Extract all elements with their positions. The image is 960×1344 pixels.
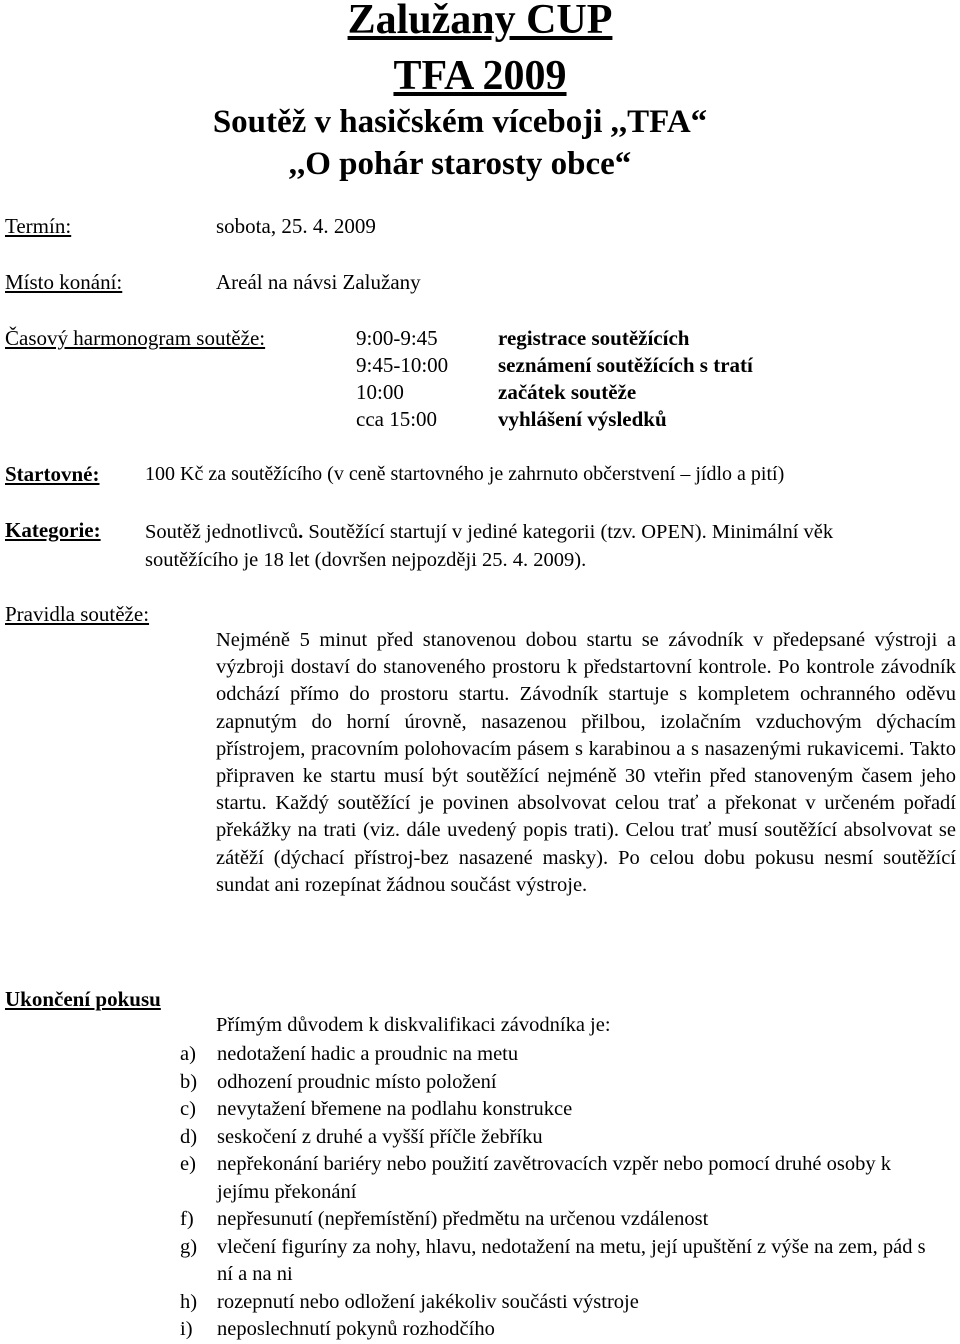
list-marker: c)	[180, 1098, 196, 1120]
list-item	[180, 1124, 940, 1152]
startovne-label: Startovné:	[5, 462, 100, 486]
harmonogram-time: cca 15:00	[356, 407, 438, 431]
list-item-text: nepřesunutí (nepřemístění) předmětu na určenou vzdálenost	[217, 1208, 709, 1230]
misto-label: Místo konání:	[5, 270, 123, 294]
title-line-2: TFA 2009	[393, 53, 567, 99]
list-item-text: nedotažení hadic a proudnic na metu	[217, 1043, 519, 1065]
list-item	[180, 1316, 940, 1344]
list-marker: d)	[180, 1125, 198, 1148]
termin-value: sobota, 25. 4. 2009	[216, 214, 376, 238]
harmonogram-event: vyhlášení výsledků	[498, 407, 667, 431]
kategorie-label: Kategorie:	[5, 518, 101, 542]
harmonogram-time: 9:00-9:45	[356, 326, 438, 350]
harmonogram-time: 10:00	[356, 380, 404, 404]
startovne-value: 100 Kč za soutěžícího (v ceně startovného je zahrnuto občerstvení – jídlo a pití)	[145, 463, 785, 485]
disqualification-list	[180, 1041, 940, 1344]
list-item-text: odhození proudnic místo položení	[217, 1070, 497, 1093]
list-marker: g)	[180, 1235, 198, 1258]
harmonogram-label: Časový harmonogram soutěže:	[5, 326, 266, 350]
list-marker: i)	[180, 1318, 193, 1340]
title-line-4: ,,O pohár starosty obce“	[288, 146, 632, 182]
list-item-text: seskočení z druhé a vyšší příčle žebříku	[217, 1125, 543, 1148]
list-item-text: neposlechnutí pokynů rozhodčího	[217, 1318, 495, 1340]
title-line-1: Zalužany CUP	[347, 0, 613, 43]
list-item-text: vlečení figuríny za nohy, hlavu, nedotažení na metu, její upuštění z výše na zem, pád s ní a na ni	[217, 1235, 926, 1285]
kategorie-text-1: Soutěž jednotlivců	[145, 521, 299, 543]
list-item-text: rozepnutí nebo odložení jakékoliv součásti výstroje	[217, 1290, 639, 1313]
list-item	[180, 1096, 940, 1124]
kategorie-value	[145, 518, 925, 574]
list-marker: f)	[180, 1208, 194, 1230]
ukonceni-label: Ukončení pokusu	[5, 987, 161, 1011]
list-item	[180, 1069, 940, 1097]
list-marker: h)	[180, 1290, 198, 1313]
list-item	[180, 1206, 940, 1234]
title-line-3: Soutěž v hasičském víceboji ,,TFA“	[212, 104, 708, 140]
termin-label: Termín:	[5, 214, 72, 238]
list-marker: e)	[180, 1153, 196, 1175]
harmonogram-event: registrace soutěžících	[498, 326, 690, 350]
pravidla-label: Pravidla soutěže:	[5, 602, 150, 626]
list-item	[180, 1289, 940, 1317]
list-item-text: nevytažení břemene na podlahu konstrukce	[217, 1098, 573, 1120]
list-marker: a)	[180, 1043, 196, 1065]
harmonogram-event: seznámení soutěžících s tratí	[498, 353, 753, 377]
kategorie-text-dot: .	[298, 521, 304, 543]
ukonceni-intro: Přímým důvodem k diskvalifikaci závodníka je:	[216, 1014, 611, 1036]
list-marker: b)	[180, 1070, 198, 1093]
list-item-text: nepřekonání bariéry nebo použití zavětrovacích vzpěr nebo pomocí druhé osoby k jejímu překonání	[217, 1153, 891, 1203]
list-item	[180, 1234, 942, 1289]
kategorie-text-2: Soutěžící startují v jediné kategorii (tzv. OPEN). Minimální věk soutěžícího je 18 let (dovršen nejpozději 25. 4. 2009).	[145, 521, 834, 571]
misto-value: Areál na návsi Zalužany	[216, 270, 421, 294]
list-item	[180, 1041, 940, 1069]
harmonogram-time: 9:45-10:00	[356, 353, 449, 377]
pravidla-text: Nejméně 5 minut před stanovenou dobou startu se závodník v předepsané výstroji a výzbroji dostaví do stanoveného prostoru k předstartovní kontrole. Po kontrole závodník odchází přímo do prostoru startu. Závodník startuje s kompletem ochranného oděvu zapnutým do horní úrovně, nasazenou přilbou, izolačním vzduchovým dýchacím přístrojem, pracovním polohovacím pásem s karabinou a s nasazenými rukavicemi. Takto připraven ke startu musí být soutěžící nejméně 30 vteřin před stanoveným časem jeho startu. Každý soutěžící je povinen absolvovat celou trať a překonat v určeném pořadí překážky na trati (viz. dále uvedený popis trati). Celou trať musí soutěžící absolvovat se zátěží (dýchací přístroj-bez nasazené masky). Po celou dobu pokusu nesmí soutěžící sundat ani rozepínat žádnou součást výstroje.	[216, 629, 956, 896]
list-item	[180, 1151, 917, 1206]
harmonogram-event: začátek soutěže	[498, 380, 637, 404]
